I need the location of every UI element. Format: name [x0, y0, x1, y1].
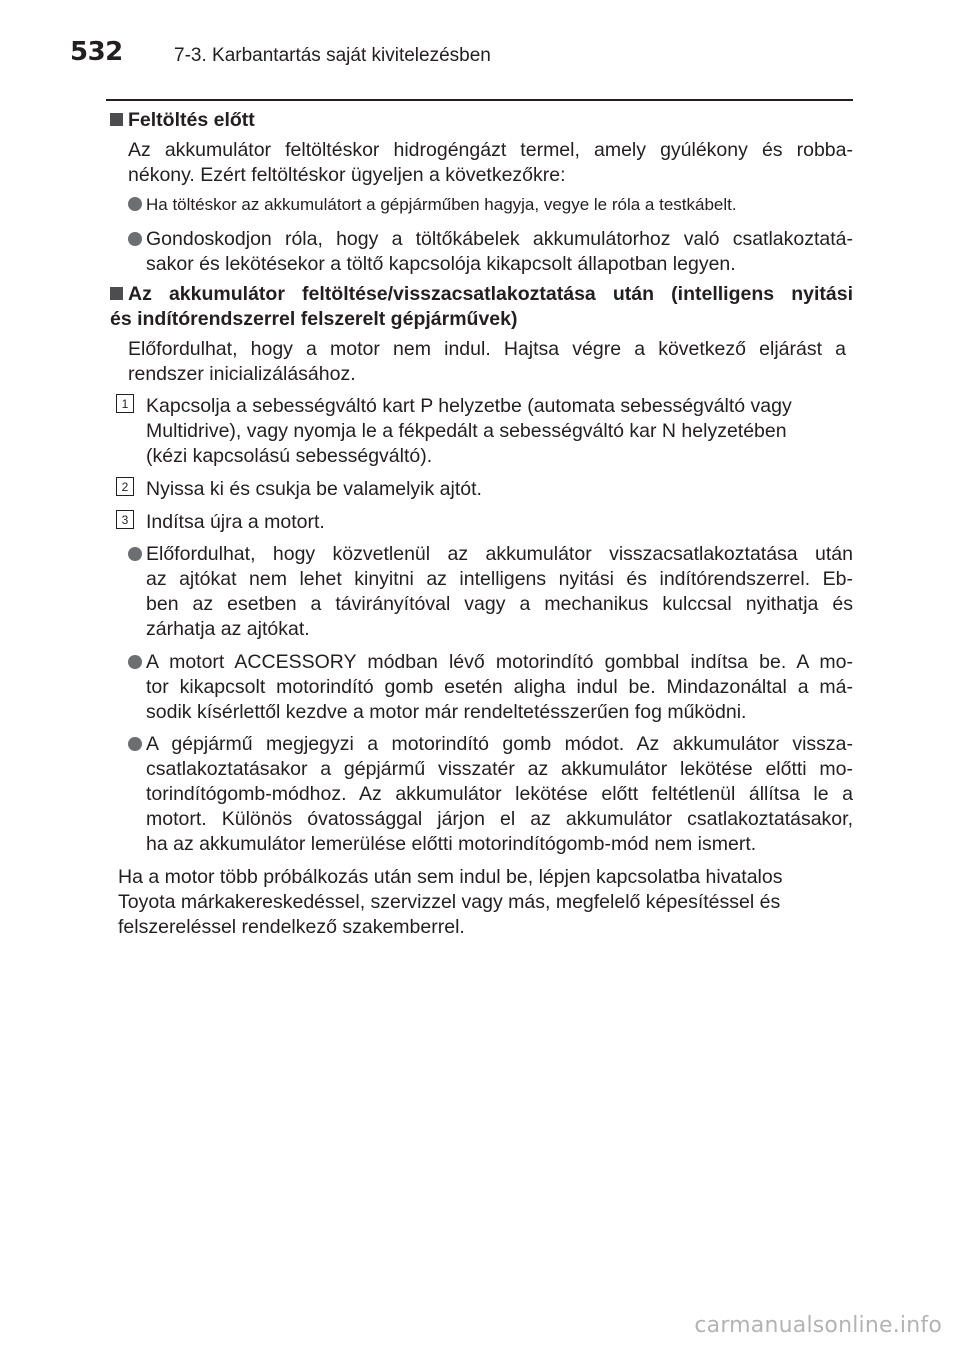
- section-title: Feltöltés előtt: [128, 109, 255, 131]
- watermark: carmanualsonline.info: [694, 1313, 942, 1338]
- bullet-line: csatlakoztatásakor a gépjármű visszatér az akkumulátor lekötése előtti mo-: [146, 758, 853, 780]
- section-title: és indítórendszerrel felszerelt gépjárművek): [110, 308, 518, 330]
- step-line: Indítsa újra a motort.: [146, 511, 325, 533]
- step-number-box: 2: [116, 477, 134, 496]
- bullet-line: ha az akkumulátor lemerülése előtti motorindítógomb-mód nem ismert.: [146, 833, 757, 855]
- bullet-line: motort. Különös óvatossággal járjon el az akkumulátor csatlakoztatásakor,: [146, 808, 853, 830]
- paragraph-line: Előfordulhat, hogy a motor nem indul. Hajtsa végre a következő eljárást a: [128, 338, 846, 360]
- paragraph-line: felszereléssel rendelkező szakemberrel.: [118, 916, 465, 938]
- bullet-dot-icon: [128, 197, 142, 211]
- step-line: Kapcsolja a sebességváltó kart P helyzetbe (automata sebességváltó vagy: [146, 395, 792, 417]
- header-rule: [106, 99, 853, 101]
- page-number: 532: [70, 37, 123, 67]
- paragraph-line: Ha a motor több próbálkozás után sem indul be, lépjen kapcsolatba hivatalos: [118, 866, 783, 888]
- paragraph-line: nékony. Ezért feltöltéskor ügyeljen a következőkre:: [128, 164, 566, 186]
- bullet-line: tor kikapcsolt motorindító gomb esetén aligha indul be. Mindazonáltal a má-: [146, 676, 853, 698]
- step-number-box: 1: [116, 394, 134, 413]
- step-line: Nyissa ki és csukja be valamelyik ajtót.: [146, 478, 482, 500]
- bullet-dot-icon: [128, 547, 142, 561]
- bullet-line: A gépjármű megjegyzi a motorindító gomb módot. Az akkumulátor vissza-: [146, 733, 853, 755]
- bullet-line: zárhatja az ajtókat.: [146, 618, 310, 640]
- bullet-line: torindítógomb-módhoz. Az akkumulátor lekötése előtt feltétlenül állítsa le a: [146, 783, 853, 805]
- bullet-line: Ha töltéskor az akkumulátort a gépjárműben hagyja, vegye le róla a testkábelt.: [146, 195, 737, 214]
- step-line: Multidrive), vagy nyomja le a fékpedált a sebességváltó kar N helyzetében: [146, 420, 787, 442]
- step-number-box: 3: [116, 510, 134, 529]
- section-title: Az akkumulátor feltöltése/visszacsatlakoztatása után (intelligens nyitási: [128, 283, 853, 305]
- paragraph-line: Az akkumulátor feltöltéskor hidrogéngázt termel, amely gyúlékony és robba-: [128, 139, 853, 161]
- bullet-line: A motort ACCESSORY módban lévő motorindító gombbal indítsa be. A mo-: [146, 651, 853, 673]
- bullet-dot-icon: [128, 737, 142, 751]
- bullet-dot-icon: [128, 232, 142, 246]
- step-line: (kézi kapcsolású sebességváltó).: [146, 445, 433, 467]
- bullet-line: Gondoskodjon róla, hogy a töltőkábelek akkumulátorhoz való csatlakoztatá-: [146, 228, 853, 250]
- section-square-icon: [110, 287, 123, 300]
- paragraph-line: Toyota márkakereskedéssel, szervizzel vagy más, megfelelő képesítéssel és: [118, 891, 781, 913]
- bullet-line: Előfordulhat, hogy közvetlenül az akkumulátor visszacsatlakoztatása után: [146, 543, 853, 565]
- section-square-icon: [110, 113, 123, 126]
- bullet-line: sodik kísérlettől kezdve a motor már rendeltetésszerűen fog működni.: [146, 701, 747, 723]
- bullet-dot-icon: [128, 655, 142, 669]
- bullet-line: ben az esetben a távirányítóval vagy a mechanikus kulccsal nyithatja és: [146, 593, 853, 615]
- bullet-line: az ajtókat nem lehet kinyitni az intelligens nyitási és indítórendszerrel. Eb-: [146, 568, 853, 590]
- paragraph-line: rendszer inicializálásához.: [128, 363, 356, 385]
- bullet-line: sakor és lekötésekor a töltő kapcsolója kikapcsolt állapotban legyen.: [146, 253, 736, 275]
- chapter-title: 7-3. Karbantartás saját kivitelezésben: [174, 45, 491, 66]
